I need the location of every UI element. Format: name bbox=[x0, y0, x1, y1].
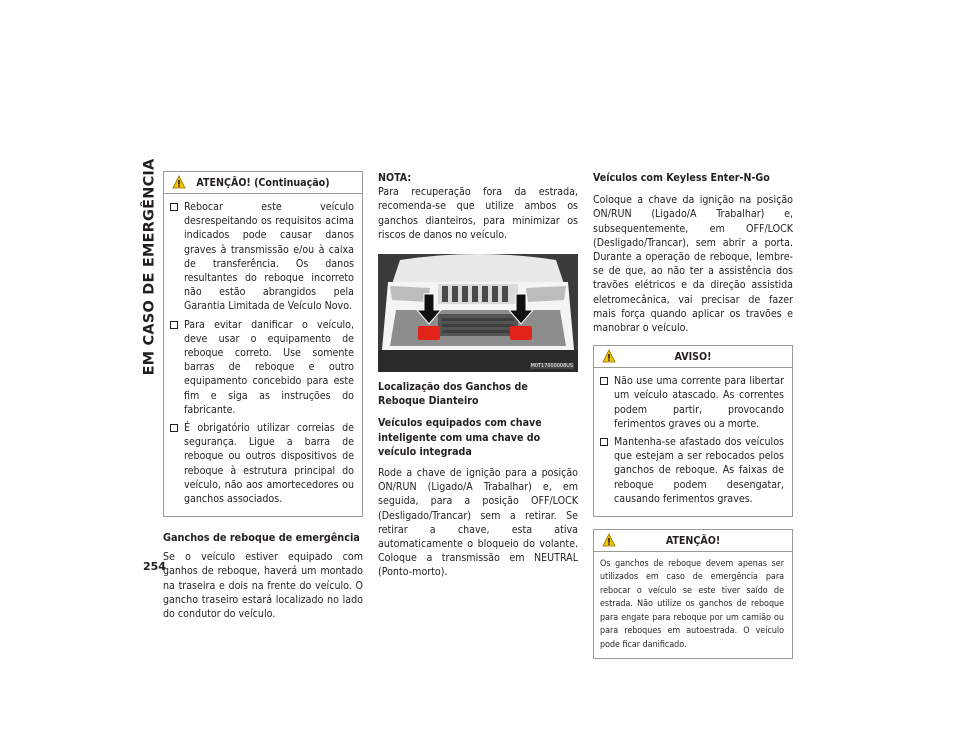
front-tow-hooks-illustration bbox=[378, 254, 578, 372]
list-item: É obrigatório utilizar correias de segurança. Ligue a barra de reboque ou outros dispositivos de reboque à estrutura principal do veículo, não aos amortecedores ou ganchos associados. bbox=[170, 421, 354, 506]
square-bullet-icon bbox=[600, 438, 608, 446]
warning-triangle-icon bbox=[602, 533, 616, 547]
warning-continued-title: ATENÇÃO! (Continuação) bbox=[196, 176, 330, 189]
left-tow-hook bbox=[418, 326, 440, 340]
notice-box bbox=[593, 345, 793, 517]
list-item: Não use uma corrente para libertar um veículo atascado. As correntes podem partir, provocando ferimentos graves ou a morte. bbox=[600, 374, 784, 431]
section-heading: Ganchos de reboque de emergência bbox=[163, 531, 360, 545]
warning-title: ATENÇÃO! bbox=[665, 534, 721, 547]
column-3 bbox=[593, 171, 793, 659]
column-1 bbox=[163, 171, 363, 621]
list-item: Para evitar danificar o veículo, deve usar o equipamento de reboque correto. Use somente barras de reboque e outro equipamento concebido para este fim e siga as instruções do fabricante. bbox=[170, 318, 354, 417]
column-2 bbox=[378, 171, 578, 580]
figure-caption: Localização dos Ganchos de Reboque Dianteiro bbox=[378, 381, 528, 408]
square-bullet-icon bbox=[600, 377, 608, 385]
figure-code: M0T17000008US bbox=[530, 363, 573, 370]
page-number: 254 bbox=[143, 560, 166, 573]
body-paragraph: Se o veículo estiver equipado com ganhos de reboque, haverá um montado na traseira e dois na frente do veículo. O gancho traseiro estará localizado no lado do condutor do veículo. bbox=[163, 551, 363, 621]
warning-triangle-icon bbox=[172, 175, 186, 189]
sub-heading: Veículos equipados com chave inteligente com uma chave do veículo integrada bbox=[378, 417, 542, 458]
warning-header bbox=[594, 530, 792, 552]
warning-triangle-icon bbox=[602, 349, 616, 363]
notice-header bbox=[594, 346, 792, 368]
warning-text: Os ganchos de reboque devem apenas ser utilizados em caso de emergência para rebocar o veículo se este tiver saído de estrada. Não utilize os ganchos de reboque para engate para reboque por um camião ou para reboques em autoestrada. O veículo pode ficar danificado. bbox=[600, 559, 784, 650]
note-label: NOTA: bbox=[378, 172, 412, 184]
section-title: EM CASO DE EMERGÊNCIA bbox=[141, 158, 158, 376]
warning-continued-header bbox=[164, 172, 362, 194]
warning-continued-box bbox=[163, 171, 363, 517]
vehicle-front-image bbox=[378, 254, 578, 372]
warning-box bbox=[593, 529, 793, 659]
list-item: Mantenha-se afastado dos veículos que estejam a ser rebocados pelos ganchos de reboque. As faixas de reboque podem desengatar, causando ferimentos graves. bbox=[600, 435, 784, 506]
right-tow-hook bbox=[510, 326, 532, 340]
square-bullet-icon bbox=[170, 321, 178, 329]
square-bullet-icon bbox=[170, 203, 178, 211]
square-bullet-icon bbox=[170, 424, 178, 432]
notice-title: AVISO! bbox=[674, 350, 712, 363]
body-paragraph: Coloque a chave da ignição na posição ON/RUN (Ligado/A Trabalhar) e, subsequentemente, em OFF/LOCK (Desligado/Trancar), sem abrir a porta. Durante a operação de reboque, lembre-se de que, ao não ter a assistência dos travões elétricos e da direção assistida eletromecânica, vai precisar de fazer mais força quando aplicar os travões e manobrar o veículo. bbox=[593, 194, 793, 335]
body-paragraph: Rode a chave de ignição para a posição ON/RUN (Ligado/A Trabalhar) e, em seguida, para a posição OFF/LOCK (Desligado/Trancar) sem a retirar. Se retirar a chave, esta ativa automaticamente o bloqueio do volante. Coloque a transmissão em NEUTRAL (Ponto-morto). bbox=[378, 467, 578, 579]
list-item: Rebocar este veículo desrespeitando os requisitos acima indicados pode causar danos graves à transmissão e/ou à caixa de transferência. Os danos resultantes do reboque incorreto não estão abrangidos pela Garantia Limitada de Veículo Novo. bbox=[170, 200, 354, 314]
note-text: Para recuperação fora da estrada, recomenda-se que utilize ambos os ganchos dianteiros, para minimizar os riscos de danos no veículo. bbox=[378, 186, 578, 241]
sub-heading: Veículos com Keyless Enter-N-Go bbox=[593, 172, 770, 184]
